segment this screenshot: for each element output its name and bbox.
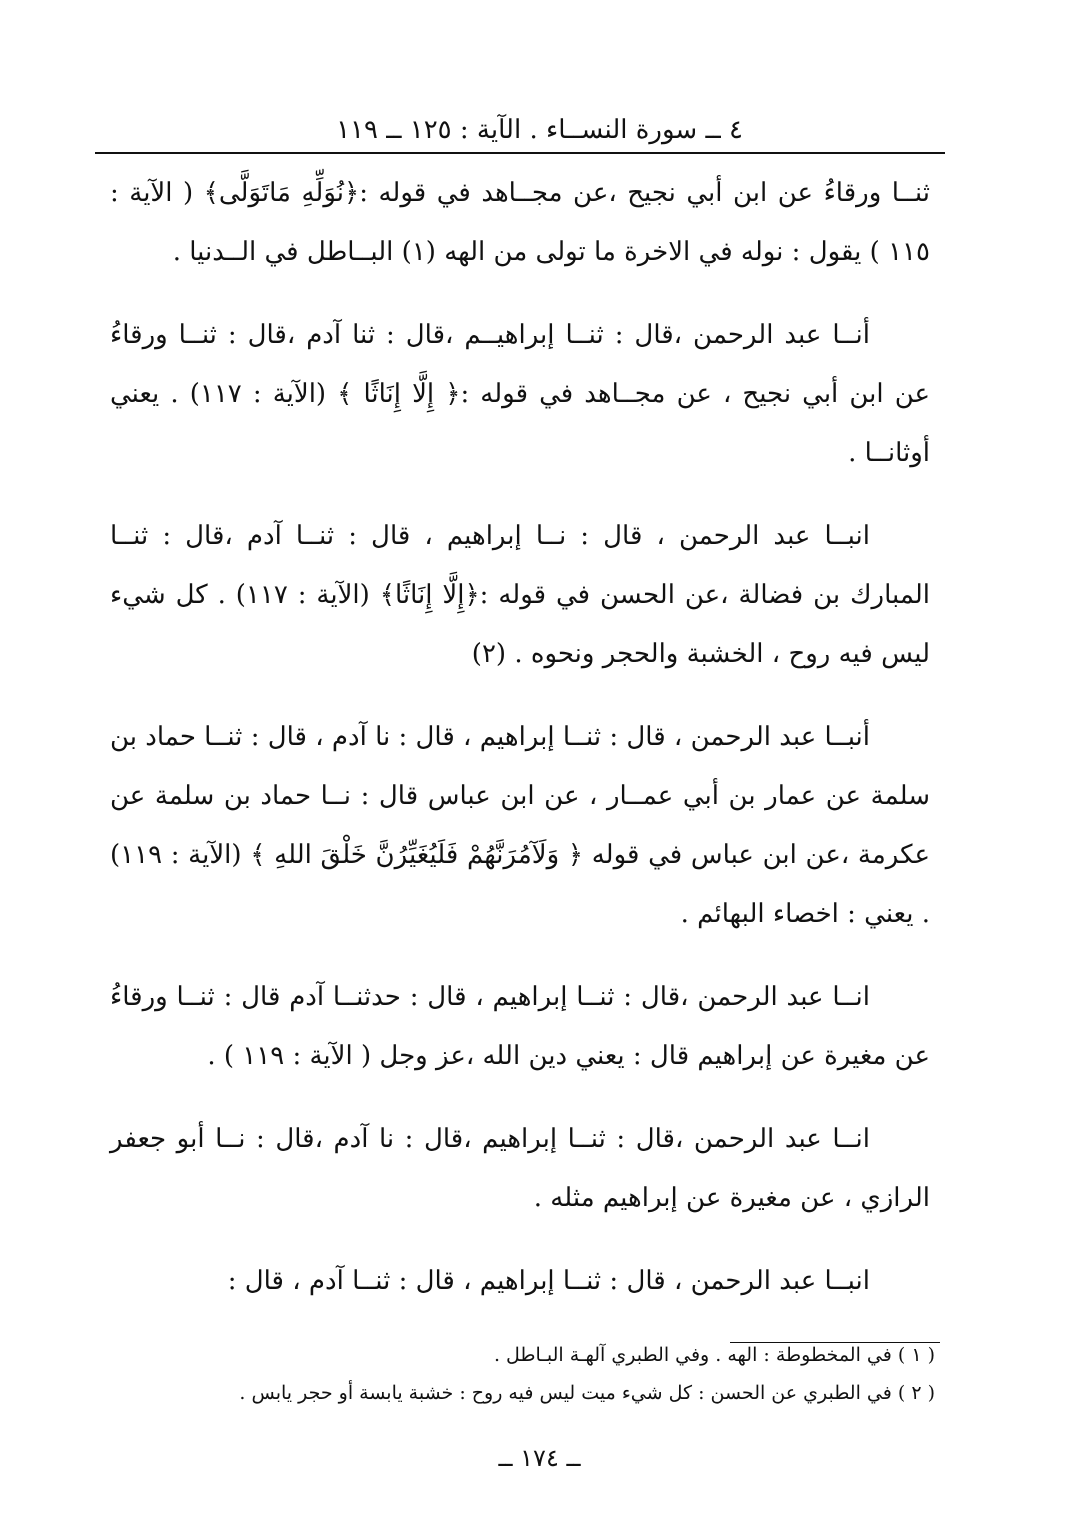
page-number: ــ ١٧٤ ــ xyxy=(498,1444,581,1472)
running-header: ٤ ــ سورة النســاء . الآية : ١٢٥ ــ ١١٩ xyxy=(336,115,743,145)
footnote: ( ٢ ) في الطبري عن الحسن : كل شيء ميت ليس فيه روح : خشبة يابسة أو حجر يابس . xyxy=(239,1382,935,1404)
main-text xyxy=(110,164,930,1335)
paragraph: أنبــا عبد الرحمن ، قال : ثنــا إبراهيم ، قال : نا آدم ، قال : ثنــا حماد بن سلمة عن عمار بن أبي عمــار ، عن ابن عباس قال : نــا حماد بن سلمة عن عكرمة ،عن ابن عباس في قوله ﴿ وَلَآمُرَنَّهُمْ فَلَيُغَيِّرُنَّ خَلْقَ اللهِ ﴾ (الآية : ١١٩) . يعني : اخصاء البهائم . xyxy=(110,722,930,929)
paragraph: ثنــا ورقاءُ عن ابن أبي نجيح ،عن مجــاهد في قوله :﴿نُوَلِّهِ مَاتَوَلَّى﴾ ( الآية : ١١٥ ) يقول : نوله في الاخرة ما تولى من الهه (١) البــاطل في الــدنيا . xyxy=(110,178,930,267)
paragraph: انــا عبد الرحمن ،قال : ثنــا إبراهيم ، قال : حدثنــا آدم قال : ثنــا ورقاءُ عن مغيرة عن إبراهيم قال : يعني دين الله ،عز وجل ( الآية : ١١٩ ) . xyxy=(110,982,930,1071)
paragraph: انــا عبد الرحمن ،قال : ثنــا إبراهيم ،قال : نا آدم ،قال : نــا أبو جعفر الرازي ، عن مغيرة عن إبراهيم مثله . xyxy=(110,1124,930,1213)
footnote: ( ١ ) في المخطوطة : الهه . وفي الطبري آلهـة البـاطل . xyxy=(493,1344,935,1366)
footnotes xyxy=(110,1336,935,1412)
paragraph: انبــا عبد الرحمن ، قال : نــا إبراهيم ، قال : ثنــا آدم ،قال : ثنــا المبارك بن فضالة ،عن الحسن في قوله :﴿إِلَّا إِنَاثًا﴾ (الآية : ١١٧) . كل شيء ليس فيه روح ، الخشبة والحجر ونحوه . (٢) xyxy=(110,521,931,669)
paragraph: أنــا عبد الرحمن ،قال : ثنــا إبراهيــم ،قال : ثنا آدم ،قال : ثنــا ورقاءُ عن ابن أبي نجيح ، عن مجــاهد في قوله :﴿ إِلَّا إِنَاثًا ﴾ (الآية : ١١٧) . يعني أوثانــا . xyxy=(110,320,930,468)
header-divider xyxy=(95,152,945,154)
paragraph: انبــا عبد الرحمن ، قال : ثنــا إبراهيم ، قال : ثنــا آدم ، قال : xyxy=(227,1266,870,1296)
